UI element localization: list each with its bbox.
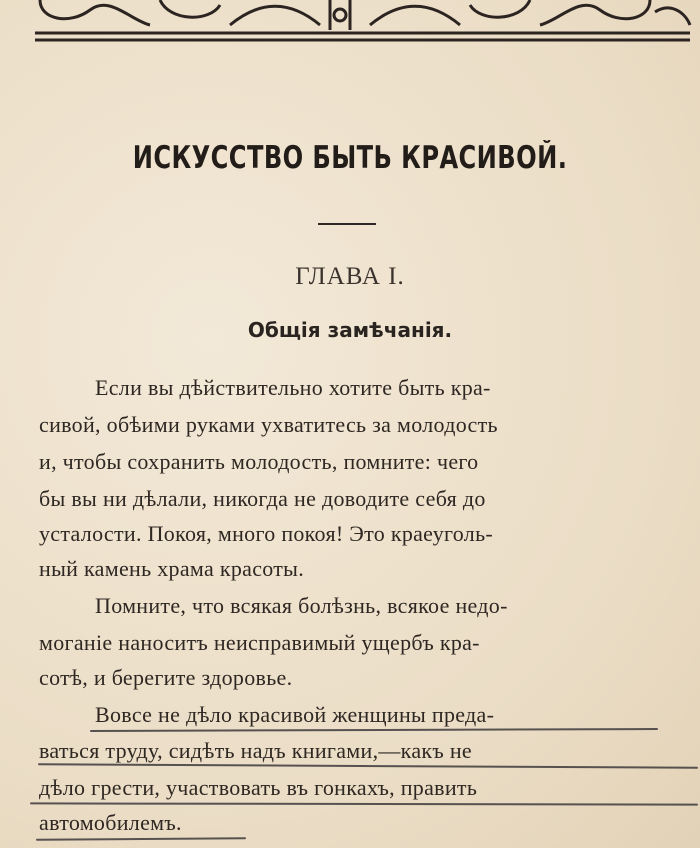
text-line: Если вы дѣйствительно хотите быть кра-	[95, 375, 491, 400]
text-line: сивой, обѣими руками ухватитесь за молодость	[39, 412, 498, 437]
text-line: ный камень храма красоты.	[39, 556, 305, 581]
decorative-header-ornament	[30, 0, 700, 50]
text-line: автомобилемъ.	[39, 810, 182, 835]
text-line: ваться труду, сидѣть надъ книгами,—какъ не	[39, 738, 472, 763]
text-line: Вовсе не дѣло красивой женщины преда-	[95, 702, 495, 727]
chapter-heading: ГЛАВА I.	[295, 263, 405, 290]
text-line: бы вы ни дѣлали, никогда не доводите себя до	[39, 486, 486, 511]
page-title: ИСКУССТВО БЫТЬ КРАСИВОЙ.	[132, 140, 568, 176]
text-line: сотѣ, и берегите здоровье.	[39, 665, 293, 690]
text-line: Помните, что всякая болѣзнь, всякое недо-	[95, 593, 508, 618]
title-divider	[318, 223, 376, 225]
text-line: и, чтобы сохранить молодость, помните: чего	[39, 449, 479, 474]
handwritten-underline	[30, 802, 698, 805]
handwritten-underline	[36, 837, 246, 840]
handwritten-underline	[90, 728, 658, 732]
text-line: моганіе наноситъ неисправимый ущербъ кра-	[39, 630, 480, 655]
text-line: усталости. Покоя, много покоя! Это краеуголь-	[39, 521, 494, 546]
handwritten-underline	[38, 763, 698, 768]
text-line: дѣло грести, участвовать въ гонкахъ, править	[39, 775, 478, 800]
section-subtitle: Общія замѣчанія.	[247, 318, 453, 342]
